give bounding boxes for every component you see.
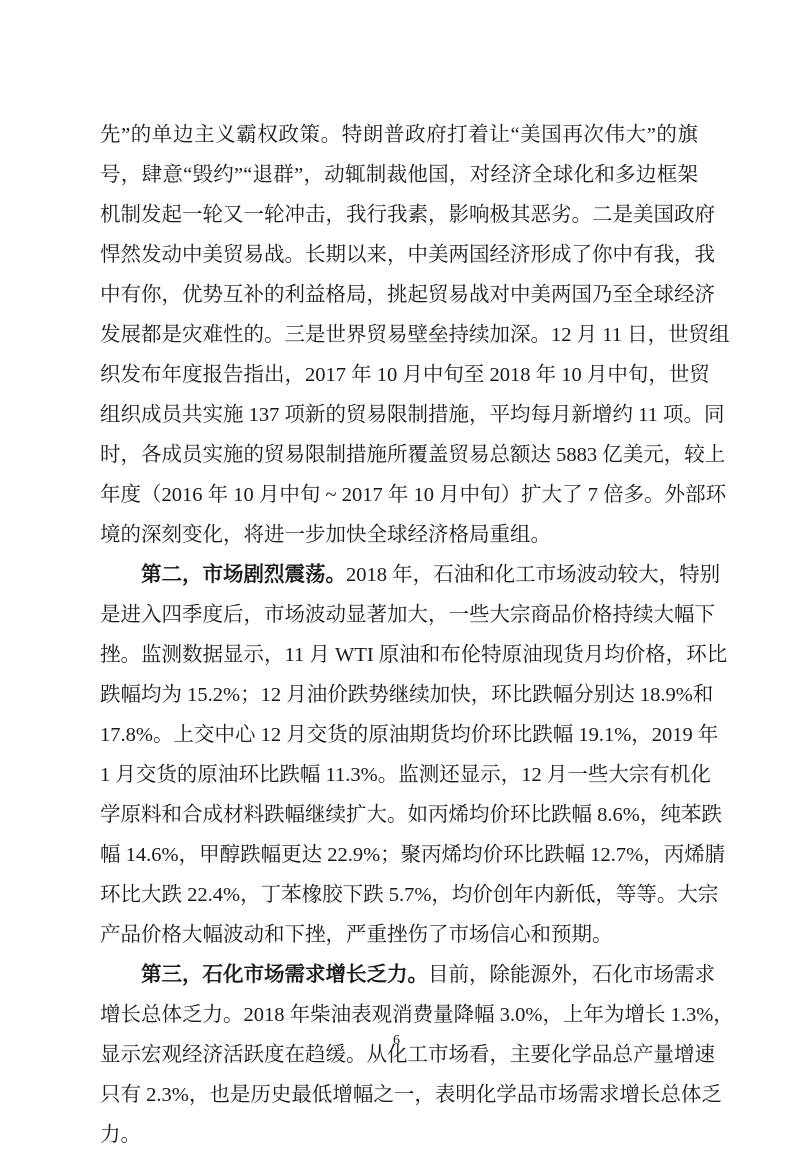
text-line: 环比大跌 22.4%，丁苯橡胶下跌 5.7%，均价创年内新低，等等。大宗 [100,884,719,906]
text-line: 1 月交货的原油环比跌幅 11.3%。监测还显示，12 月一些大宗有机化 [100,764,711,786]
paragraph-first-line [100,555,721,595]
section-heading: 第二，市场剧烈震荡。 [141,564,346,586]
text-line: 年度（2016 年 10 月中旬 ~ 2017 年 10 月中旬）扩大了 7 倍多。外部环 [100,484,727,506]
text-line: 组织成员共实施 137 项新的贸易限制措施，平均每月新增约 11 项。同 [100,404,725,426]
text-line: 机制发起一轮又一轮冲击，我行我素，影响极其恶劣。二是美国政府 [100,204,715,226]
text-line: 挫。监测数据显示，11 月 WTI 原油和布伦特原油现货月均价格，环比 [100,644,728,666]
text-line: 幅 14.6%，甲醇跌幅更达 22.9%；聚丙烯均价环比跌幅 12.7%，丙烯腈 [100,844,726,866]
text-line: 力。 [100,1124,141,1146]
text-line: 中有你，优势互补的利益格局，挑起贸易战对中美两国乃至全球经济 [100,284,715,306]
text-line: 17.8%。上交中心 12 月交货的原油期货均价环比跌幅 19.1%，2019 年 [100,724,719,746]
text-line: 织发布年度报告指出，2017 年 10 月中旬至 2018 年 10 月中旬，世贸 [100,364,710,386]
text-line: 时，各成员实施的贸易限制措施所覆盖贸易总额达 5883 亿美元，较上 [100,444,726,466]
text-line: 显示宏观经济活跃度在趋缓。从化工市场看，主要化学品总产量增速 [100,1044,715,1066]
text-span: 目前，除能源外，石化市场需求 [428,964,715,986]
paragraph-first-line [100,955,715,995]
section-heading: 第三，石化市场需求增长乏力。 [141,964,428,986]
text-line: 境的深刻变化，将进一步加快全球经济格局重组。 [100,524,551,546]
paragraph-market-volatility [100,555,728,955]
text-line: 产品价格大幅波动和下挫，严重挫伤了市场信心和预期。 [100,924,613,946]
text-line: 是进入四季度后，市场波动显著加大，一些大宗商品价格持续大幅下 [100,604,715,626]
text-line: 发展都是灾难性的。三是世界贸易壁垒持续加深。12 月 11 日，世贸组 [100,324,730,346]
paragraph-weak-demand [100,955,734,1155]
paragraph-external-environment [100,115,730,555]
page-number: 6 [393,1033,400,1048]
text-line: 先”的单边主义霸权政策。特朗普政府打着让“美国再次伟大”的旗 [100,124,698,146]
text-span: 2018 年，石油和化工市场波动较大，特别 [346,564,721,586]
document-page [100,115,734,1155]
text-line: 跌幅均为 15.2%；12 月油价跌势继续加快，环比跌幅分别达 18.9%和 [100,684,714,706]
text-line: 增长总体乏力。2018 年柴油表观消费量降幅 3.0%，上年为增长 1.3%， [100,1004,734,1026]
text-line: 号，肆意“毁约”“退群”，动辄制裁他国，对经济全球化和多边框架 [100,164,698,186]
text-line: 学原料和合成材料跌幅继续扩大。如丙烯均价环比跌幅 8.6%，纯苯跌 [100,804,722,826]
text-line: 只有 2.3%，也是历史最低增幅之一，表明化学品市场需求增长总体乏 [100,1084,722,1106]
text-line: 悍然发动中美贸易战。长期以来，中美两国经济形成了你中有我，我 [100,244,715,266]
